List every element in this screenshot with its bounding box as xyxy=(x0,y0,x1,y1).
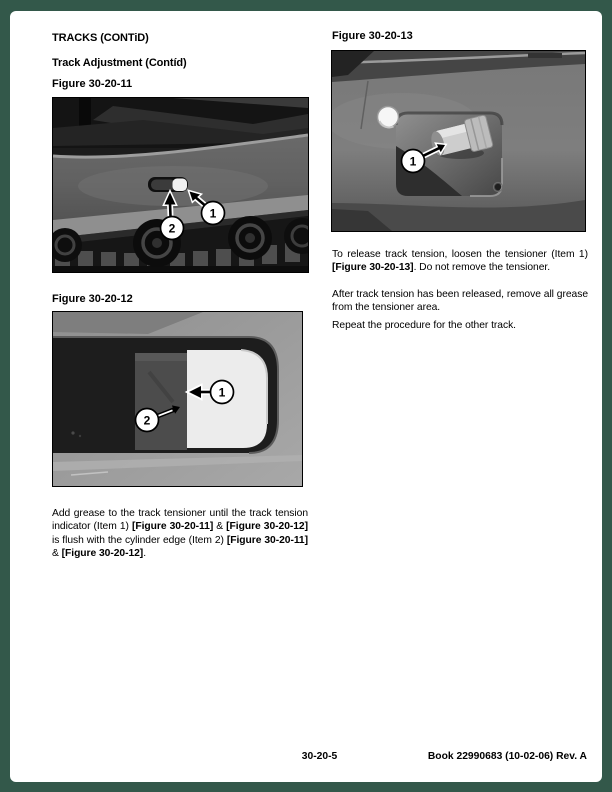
page-number: 30-20-5 xyxy=(301,751,338,762)
text-run: is flush with the cylinder edge (Item 2) xyxy=(52,534,227,546)
tension-indicator-slot xyxy=(148,177,188,192)
callout-number: 2 xyxy=(168,221,176,236)
figure-30-20-13-photo xyxy=(331,50,586,232)
figure-30-20-12-label: Figure 30-20-12 xyxy=(52,293,133,305)
subsection-heading: Track Adjustment (Contíd) xyxy=(52,57,187,69)
text-run: Repeat the procedure for the other track. xyxy=(332,320,516,331)
text-line xyxy=(52,547,308,560)
indicator-slot-closeup xyxy=(53,312,302,486)
book-reference: Book 22990683 (10-02-06) Rev. A xyxy=(427,751,587,762)
tension-indicator xyxy=(173,179,188,192)
text-run: Add grease to the track tensioner until the track tension xyxy=(52,508,308,519)
section-heading: TRACKS (CONTiD) xyxy=(52,32,149,44)
right-paragraph-2 xyxy=(332,288,588,315)
callout-number: 1 xyxy=(218,385,226,400)
text-line xyxy=(332,319,588,332)
text-run: After track tension has been released, remove all grease xyxy=(332,289,588,300)
figure-reference: [Figure 30-20-13] xyxy=(332,262,414,274)
text-line xyxy=(52,520,308,533)
text-run: indicator (Item 1) xyxy=(52,521,132,533)
callout-number: 1 xyxy=(209,206,217,221)
right-paragraph-3 xyxy=(332,319,588,332)
track-frame-side-view xyxy=(53,98,308,272)
text-line xyxy=(332,288,588,301)
text-run: . Do not remove the tensioner. xyxy=(413,262,551,274)
text-line xyxy=(332,301,588,314)
right-paragraph-1 xyxy=(332,248,588,275)
callout-2-marker xyxy=(161,217,184,240)
text-line xyxy=(332,261,588,274)
track-bottom-edge xyxy=(53,266,308,272)
text-run: . xyxy=(143,548,147,560)
tensioner-access-view xyxy=(332,51,585,231)
figure-reference: [Figure 30-20-12] xyxy=(226,521,308,533)
figure-30-20-11-photo xyxy=(52,97,309,273)
callout-1-marker xyxy=(211,381,234,404)
left-paragraph xyxy=(52,507,308,561)
figure-30-20-13-label: Figure 30-20-13 xyxy=(332,30,413,42)
figure-30-20-12-photo xyxy=(52,311,303,487)
text-run: from the tensioner area. xyxy=(332,302,441,314)
cylinder-edge xyxy=(151,180,176,191)
text-run: & xyxy=(213,521,227,533)
grease-fitting-cap xyxy=(378,107,399,128)
figure-reference: [Figure 30-20-11] xyxy=(226,534,308,546)
figure-reference: [Figure 30-20-11] xyxy=(131,521,214,533)
text-line xyxy=(332,248,588,261)
text-line xyxy=(52,534,308,547)
figure-reference: [Figure 30-20-12] xyxy=(61,548,144,560)
figure-30-20-11-label: Figure 30-20-11 xyxy=(52,78,133,90)
text-run: & xyxy=(52,548,62,560)
text-run: To release track tension, loosen the tensioner (Item 1) xyxy=(332,249,588,260)
callout-2-marker xyxy=(136,409,159,432)
text-line xyxy=(52,507,308,520)
callout-number: 1 xyxy=(409,154,417,169)
callout-1-marker xyxy=(202,202,225,225)
cylinder-edge-block xyxy=(135,353,187,450)
callout-number: 2 xyxy=(143,413,151,428)
callout-1-marker xyxy=(402,150,425,173)
